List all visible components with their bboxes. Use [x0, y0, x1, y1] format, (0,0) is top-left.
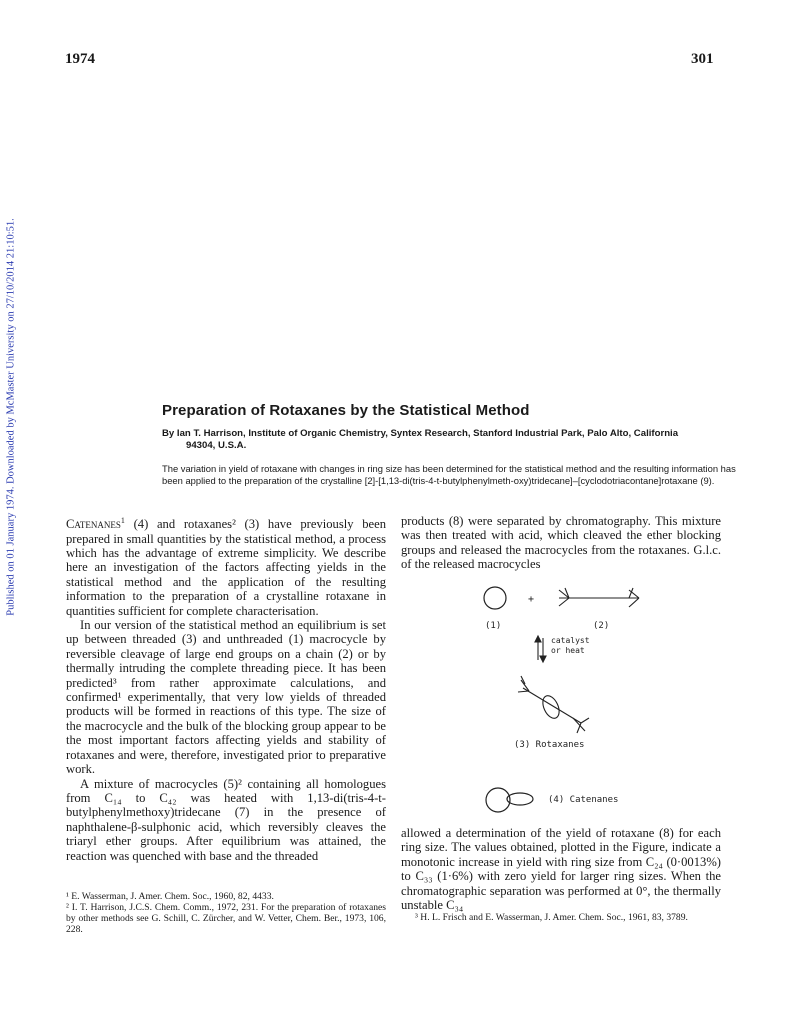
byline-affiliation: Institute of Organic Chemistry, Syntex Research, Stanford Industrial Park, Palo Alto, California — [248, 428, 679, 439]
abstract: The variation in yield of rotaxane with changes in ring size has been determined for the statistical method and the resulting information has been applied to the preparation of the crystalline [2]-[1,13-di(tris-4-t-butylphenylmeth-oxy)tridecane]–[cyclodotriacontane]rotaxane (9). — [162, 463, 736, 486]
plus-sign: + — [528, 594, 535, 605]
paragraph-1-lead: Catenanes — [66, 517, 121, 532]
download-watermark — [2, 212, 20, 622]
left-column — [66, 514, 386, 863]
label-4-catenanes: (4) Catenanes — [548, 795, 619, 805]
byline-postcode: 94304, U.S.A. — [186, 440, 247, 451]
macrocycle-ring — [484, 587, 506, 609]
footnote-1: ¹ E. Wasserman, J. Amer. Chem. Soc., 1960, 82, 4433. — [66, 891, 274, 902]
right-column-top — [401, 514, 721, 572]
catalyst-label: catalyst — [551, 636, 590, 645]
download-watermark-text: Published on 01 January 1974. Downloaded by McMaster University on 27/10/2014 21:10:51. — [5, 218, 17, 616]
equilibrium-arrows — [535, 636, 546, 662]
paragraph-1-body: (4) and rotaxanes² (3) have previously been prepared in small quantities by the statistical method, a process which has the advantage of extreme simplicity. We describe here an investigation of the factors affecting yields in the statistical method and the application of the resulting information to the preparation of a crystalline rotaxane in quantities sufficient for complete characterisation. — [66, 517, 386, 618]
paragraph-1 — [66, 514, 386, 618]
right-column-bottom — [401, 826, 721, 912]
paragraph-2: In our version of the statistical method an equilibrium is set up between threaded (3) and unthreaded (1) macrocycle by reversible cleavage of large end groups on a chain (2) or by thermally intruding the complete threading piece. It has been predicted³ from rather approximate calculations, and confirmed¹ experimentally, that very low yields of threaded products will be formed in reactions of this type. The size of the macrocycle and the bulk of the blocking group appear to be the most important factors affecting yields and stability of rotaxanes and were, therefore, investigated prior to preparative work. — [66, 618, 386, 777]
heat-label: or heat — [551, 646, 585, 655]
article-title: Preparation of Rotaxanes by the Statistical Method — [162, 402, 530, 419]
footnote-3: ³ H. L. Frisch and E. Wasserman, J. Amer. Chem. Soc., 1961, 83, 3789. — [415, 912, 688, 923]
page-number: 301 — [691, 51, 714, 67]
label-1: (1) — [485, 621, 502, 631]
paragraph-3: A mixture of macrocycles (5)² containing all homologues from C₁₄ to C₄₂ was heated with 1,13-di(tris-4-t-butylphenylmethoxy)tridecane (7) in the presence of naphthalene-β-sulphonic acid, which reversibly cleaves the triaryl ether groups. After equilibrium was attained, the reaction was quenched with base and the threaded — [66, 776, 386, 863]
right-footnotes — [401, 912, 721, 923]
rotaxane-scheme — [401, 580, 721, 830]
chain-with-end-groups — [559, 588, 639, 607]
right-paragraph-1: products (8) were separated by chromatography. This mixture was then treated with acid, which cleaved the ether blocking groups and released the macrocycles from the rotaxanes. G.l.c. of the released macrocycles — [401, 514, 721, 572]
footnote-2: ² I. T. Harrison, J.C.S. Chem. Comm., 1972, 231. For the preparation of rotaxanes by other methods see G. Schill, C. Zürcher, and W. Vetter, Chem. Ber., 1973, 106, 228. — [66, 902, 386, 935]
label-3-rotaxanes: (3) Rotaxanes — [514, 740, 585, 750]
rotaxane-drawing — [518, 676, 589, 733]
journal-year: 1974 — [65, 51, 95, 67]
left-footnotes — [66, 891, 386, 935]
byline — [162, 428, 737, 452]
byline-author: By Ian T. Harrison, — [162, 428, 246, 439]
paragraph-1-ref: 1 — [120, 516, 125, 525]
label-2: (2) — [593, 621, 610, 631]
catenane-drawing — [486, 788, 533, 812]
right-paragraph-2: allowed a determination of the yield of rotaxane (8) for each ring size. The values obtained, plotted in the Figure, indicate a monotonic increase in yield with ring size from C₂₄ (0·0013%) to C₃₃ (1·6%) with zero yield for larger ring sizes. When the chromatographic separation was performed at 0°, the thermally unstable C₃₄ — [401, 826, 721, 913]
